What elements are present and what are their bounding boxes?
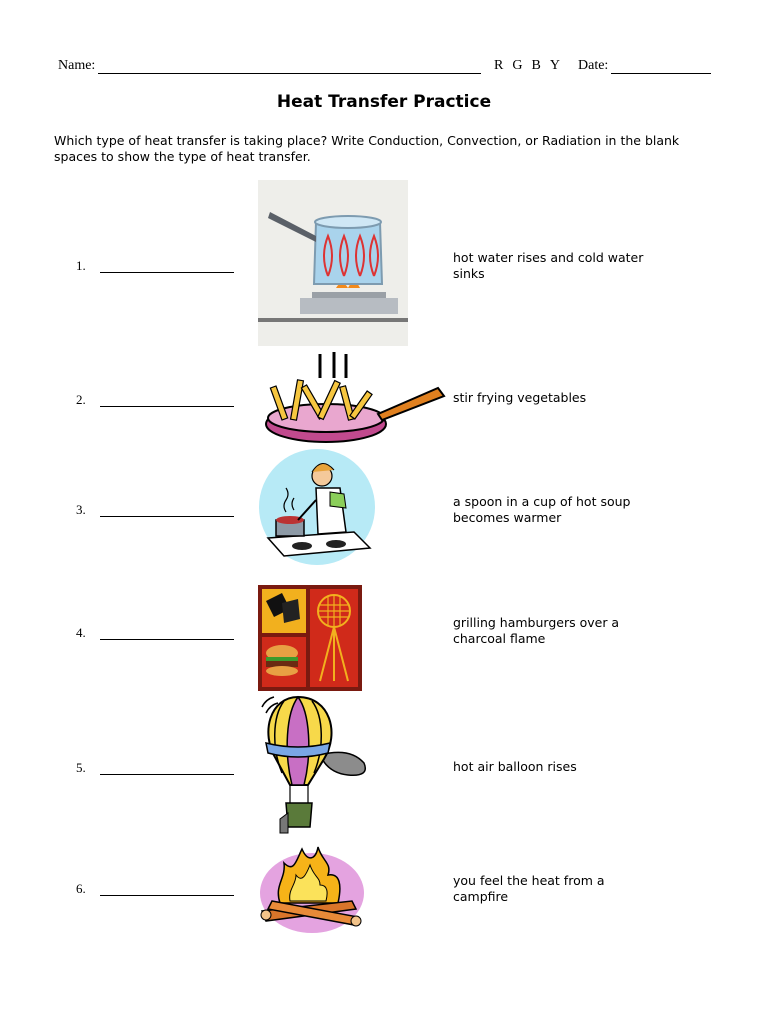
answer-blank-6[interactable] bbox=[100, 881, 234, 896]
instructions: Which type of heat transfer is taking place? Write Conduction, Convection, or Radiation in the blank spaces to show the type of heat transfer. bbox=[54, 133, 680, 164]
question-description: hot water rises and cold water sinks bbox=[453, 250, 644, 281]
hot-air-balloon-icon bbox=[258, 693, 370, 839]
question-number: 5. bbox=[76, 760, 86, 775]
person-cooking-soup-icon bbox=[258, 448, 376, 566]
color-group-options bbox=[494, 58, 569, 74]
answer-blank-3[interactable] bbox=[100, 502, 234, 517]
question-description: you feel the heat from a campfire bbox=[453, 873, 605, 904]
header-line bbox=[58, 58, 718, 78]
question-number: 6. bbox=[76, 881, 86, 896]
question-number: 3. bbox=[76, 502, 86, 517]
name-label: Name: bbox=[58, 58, 96, 73]
pot-of-boiling-water-icon bbox=[258, 180, 408, 346]
answer-blank-2[interactable] bbox=[100, 392, 234, 407]
question-description: hot air balloon rises bbox=[453, 759, 577, 774]
date-field[interactable] bbox=[611, 73, 711, 74]
question-description: a spoon in a cup of hot soup becomes warmer bbox=[453, 494, 631, 525]
question-number: 4. bbox=[76, 625, 86, 640]
color-option-y[interactable]: Y bbox=[549, 58, 560, 73]
name-field[interactable] bbox=[98, 73, 481, 74]
answer-blank-4[interactable] bbox=[100, 625, 234, 640]
color-option-r[interactable]: R bbox=[494, 58, 504, 73]
frying-pan-with-vegetables-icon bbox=[258, 350, 448, 446]
question-number: 2. bbox=[76, 392, 86, 407]
page-title: Heat Transfer Practice bbox=[276, 92, 492, 112]
campfire-icon bbox=[258, 845, 366, 935]
answer-blank-5[interactable] bbox=[100, 760, 234, 775]
question-description: stir frying vegetables bbox=[453, 390, 587, 405]
charcoal-grill-hamburger-icon bbox=[258, 585, 362, 691]
question-number: 1. bbox=[76, 258, 86, 273]
date-label: Date: bbox=[578, 58, 609, 73]
color-option-b[interactable]: B bbox=[531, 58, 541, 73]
answer-blank-1[interactable] bbox=[100, 258, 234, 273]
color-option-g[interactable]: G bbox=[512, 58, 523, 73]
question-description: grilling hamburgers over a charcoal flame bbox=[453, 615, 620, 646]
